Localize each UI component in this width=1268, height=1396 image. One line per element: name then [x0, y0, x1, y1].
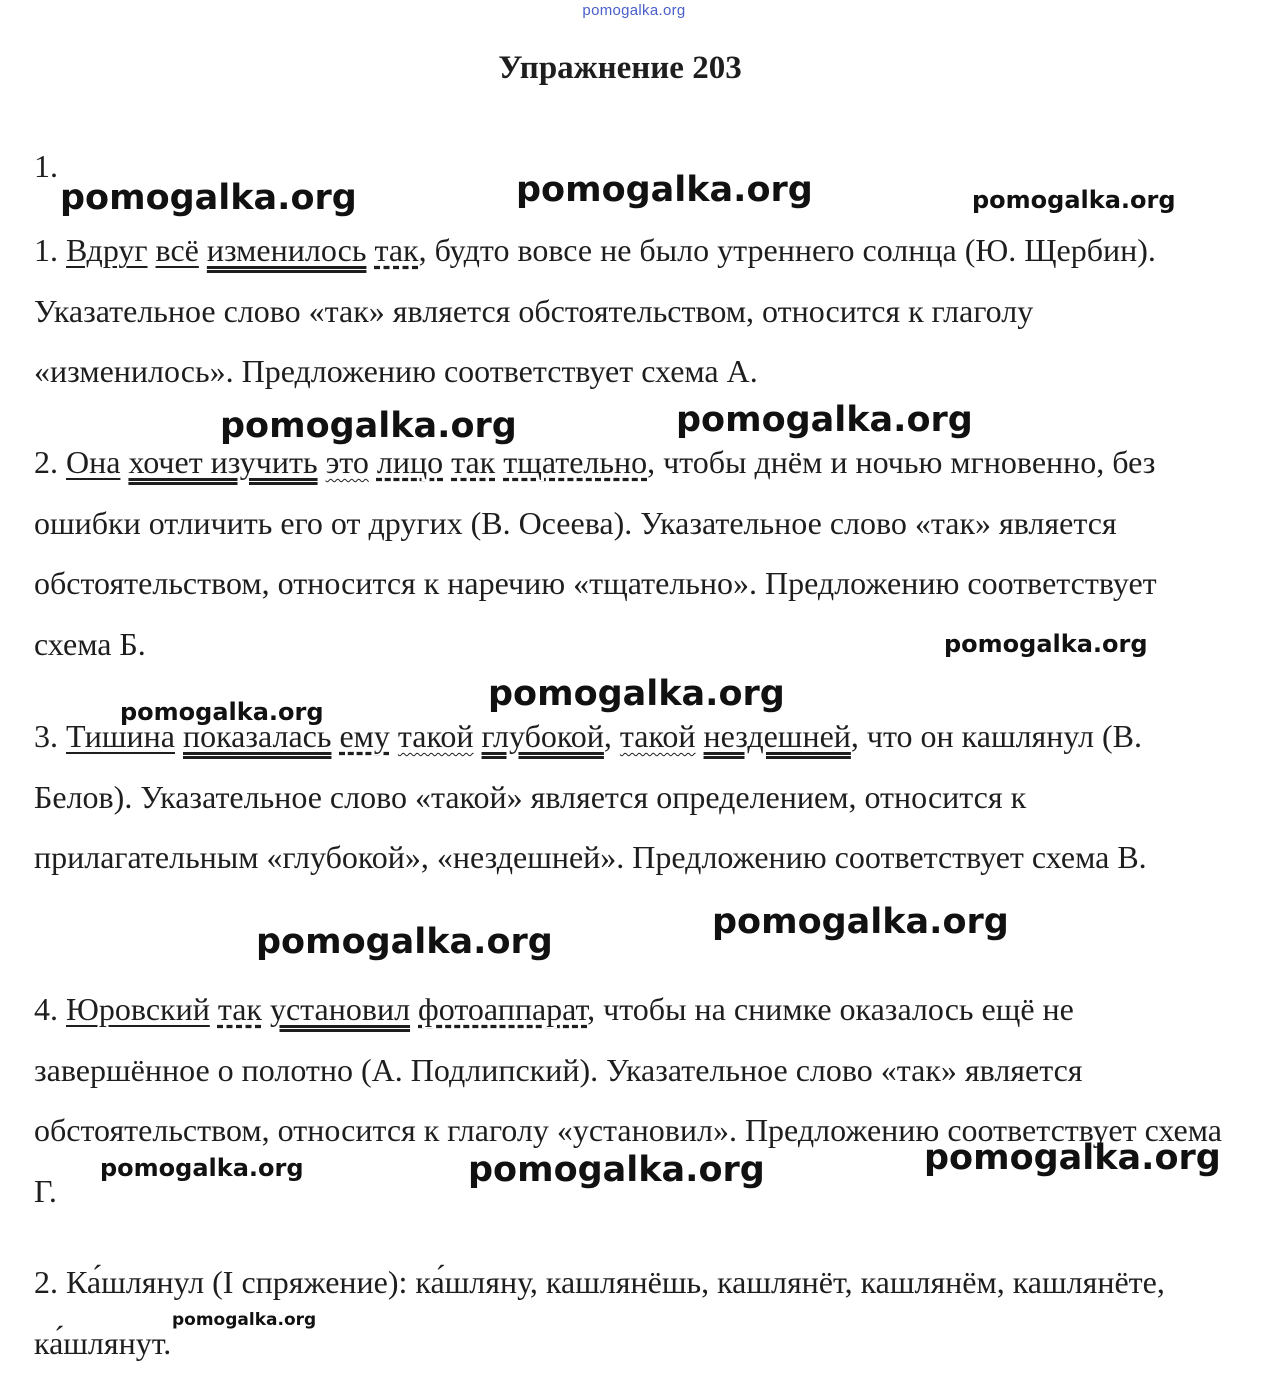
sentence-4-number: 4.	[34, 991, 66, 1027]
sentence-3	[34, 706, 1234, 888]
watermark: pomogalka.org	[924, 1138, 1221, 1178]
header-watermark: pomogalka.org	[582, 2, 686, 19]
s2-adverb: тщательно	[503, 444, 648, 480]
watermark: pomogalka.org	[676, 400, 973, 440]
s1-adverb: Вдруг	[66, 232, 148, 268]
s2-pointer-word: так	[451, 444, 496, 480]
s3-object: ему	[339, 718, 390, 754]
watermark: pomogalka.org	[60, 178, 357, 218]
watermark: pomogalka.org	[120, 698, 324, 726]
s2-subject: Она	[66, 444, 121, 480]
watermark: pomogalka.org	[256, 922, 553, 962]
page-title: Упражнение 203	[498, 50, 742, 86]
s4-object: фотоаппарат	[418, 991, 588, 1027]
s4-subject: Юровский	[66, 991, 210, 1027]
s1-predicate: изменилось	[206, 232, 367, 268]
watermark: pomogalka.org	[516, 170, 813, 210]
s2-object: лицо	[376, 444, 444, 480]
watermark: pomogalka.org	[712, 902, 1009, 942]
s3-subject: Тишина	[66, 718, 175, 754]
s4-pointer-word: так	[217, 991, 262, 1027]
s3-adjective-1: глубокой	[481, 718, 604, 754]
watermark: pomogalka.org	[488, 674, 785, 714]
s3-rest: , что он кашлянул (В. Белов). Указательное слово «такой» является определением, относится к прилагательным «глубокой», «нездешней». Предложению соответствует схема В.	[34, 718, 1147, 875]
s1-rest: , будто вовсе не было утреннего солнца (Ю. Щербин). Указательное слово «так» является обстоятельством, относится к глаголу «изменилось». Предложению соответствует схема А.	[34, 232, 1156, 389]
s3-predicate: показалась	[182, 718, 332, 754]
watermark: pomogalka.org	[220, 406, 517, 446]
s1-subject: всё	[155, 232, 199, 268]
s2-attribute: это	[325, 444, 369, 480]
part-2-conjugation: 2. Ка́шлянул (I спряжение): ка́шляну, кашлянёшь, кашлянёт, кашлянём, кашлянёте, ка́шлянут.	[34, 1264, 1165, 1361]
s3-pointer-word-1: такой	[397, 718, 474, 754]
watermark: pomogalka.org	[972, 186, 1176, 214]
sentence-3-number: 3.	[34, 718, 66, 754]
s3-adjective-2: нездешней	[703, 718, 851, 754]
watermark: pomogalka.org	[944, 630, 1148, 658]
s2-predicate: хочет изучить	[128, 444, 318, 480]
watermark: pomogalka.org	[172, 1310, 317, 1330]
part-1-number: 1.	[34, 148, 58, 184]
s3-pointer-word-2: такой	[619, 718, 696, 754]
sentence-1	[34, 220, 1234, 402]
s4-rest: , чтобы на снимке оказалось ещё не завершённое о полотно (А. Подлипский). Указательное слово «так» является обстоятельством, относится к глаголу «установил». Предложению соответствует схема Г.	[34, 991, 1222, 1209]
s2-rest: , чтобы днём и ночью мгновенно, без ошибки отличить его от других (В. Осеева). Указательное слово «так» является обстоятельством, относится к наречию «тщательно». Предложению соответствует схема Б.	[34, 444, 1157, 662]
sentence-1-number: 1.	[34, 232, 66, 268]
s1-pointer-word: так	[374, 232, 419, 268]
s4-predicate: установил	[269, 991, 411, 1027]
sentence-2-number: 2.	[34, 444, 66, 480]
s3-comma: ,	[603, 718, 620, 754]
watermark: pomogalka.org	[100, 1154, 304, 1182]
watermark: pomogalka.org	[468, 1150, 765, 1190]
